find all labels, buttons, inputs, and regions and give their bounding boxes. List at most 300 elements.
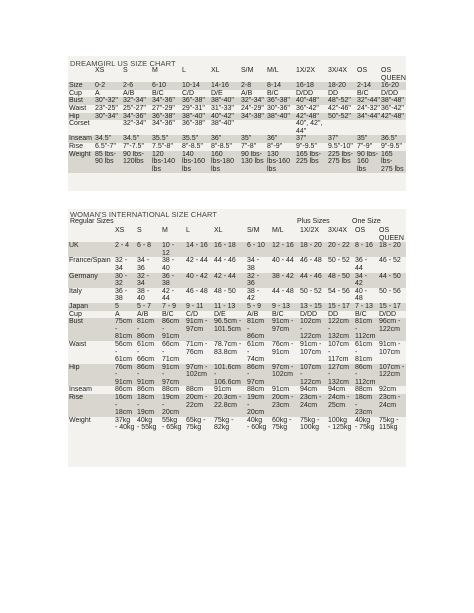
table-cell: 36"-38" bbox=[181, 97, 210, 105]
table-row-bust bbox=[68, 97, 406, 105]
table-cell: 46 - 48 bbox=[186, 287, 208, 295]
us-chart-title: DREAMGIRL US SIZE CHART bbox=[70, 59, 176, 68]
table-cell: 20 - 22 bbox=[327, 242, 354, 257]
column-header-os-queen: OS QUEEN bbox=[379, 227, 404, 242]
column-header-3x-4x: 3X/4X bbox=[328, 227, 348, 234]
table-cell: 2-14 bbox=[356, 82, 380, 90]
table-cell: 40"-42" bbox=[210, 113, 240, 121]
table-cell: B/C bbox=[272, 310, 284, 318]
table-cell: A/B bbox=[123, 89, 135, 97]
table-row-waist bbox=[68, 105, 406, 113]
table-row-cup bbox=[68, 311, 406, 319]
plus-sizes-label: Plus Sizes bbox=[297, 218, 330, 225]
table-cell: 60kg - 75kg bbox=[272, 416, 292, 432]
table-cell: 34"-36" bbox=[152, 120, 175, 128]
row-label: Corset bbox=[69, 120, 90, 128]
column-header-3x-4x: 3X/4X bbox=[328, 67, 348, 74]
table-cell: 24"-29" bbox=[241, 104, 264, 112]
table-cell: 86cm bbox=[115, 386, 133, 394]
table-row-inseam bbox=[68, 386, 406, 394]
table-cell: 34.5" bbox=[122, 135, 151, 143]
table-cell bbox=[327, 120, 356, 135]
table-cell: 42 - 44 bbox=[162, 287, 175, 303]
table-cell: 75kg - 100kg bbox=[300, 416, 320, 432]
row-label: Inseam bbox=[69, 386, 92, 394]
table-cell: 44 - 46 bbox=[299, 273, 327, 288]
table-cell: 10 - 12 bbox=[161, 242, 185, 257]
table-cell: 56cm - 61cm bbox=[115, 340, 133, 364]
table-cell: 40kg - 55kg bbox=[137, 416, 157, 432]
table-cell: 34"-44" bbox=[357, 112, 380, 120]
table-cell: 36 - 38 bbox=[161, 273, 185, 288]
table-cell: D/DD bbox=[381, 89, 399, 97]
column-header-m: M bbox=[162, 227, 168, 234]
table-cell: 48 - 50 bbox=[327, 273, 354, 288]
table-cell: 96cm - 122cm bbox=[378, 318, 406, 341]
table-cell: 8-14 bbox=[266, 82, 295, 90]
column-header-os: OS bbox=[357, 67, 368, 74]
table-cell: 20cm - 23cm bbox=[271, 394, 299, 417]
column-header-s-m: S/M bbox=[241, 67, 254, 74]
table-cell: 18-20 bbox=[327, 82, 356, 90]
table-cell: 91cm - 97cm bbox=[185, 318, 213, 341]
table-row-italy bbox=[68, 288, 406, 303]
table-cell: 88cm bbox=[186, 386, 204, 394]
table-cell: 91cm bbox=[214, 386, 232, 394]
table-cell: 86cm - 112cm bbox=[354, 364, 378, 387]
table-cell: 36"-42" bbox=[296, 104, 319, 112]
table-cell: 81cm - 86cm bbox=[246, 318, 271, 341]
table-cell: 35" bbox=[356, 135, 380, 143]
table-cell: 50 - 56 bbox=[379, 287, 401, 295]
table-cell: 38"-40" bbox=[210, 97, 240, 105]
table-cell: 16-18 bbox=[295, 82, 327, 90]
table-cell: 2-6 bbox=[122, 82, 151, 90]
table-cell: 101.6cm - 106.6cm bbox=[213, 364, 246, 387]
table-row-weight bbox=[68, 417, 406, 432]
table-cell: 78.7cm - 83.8cm bbox=[214, 340, 242, 356]
table-cell: 34"-36" bbox=[151, 97, 181, 105]
table-cell bbox=[380, 120, 406, 135]
table-cell: 9.5"-10" bbox=[328, 142, 353, 150]
table-cell: 40 - 48 bbox=[355, 287, 368, 303]
table-cell: 44 - 46 bbox=[214, 257, 236, 265]
table-row-cup bbox=[68, 90, 406, 98]
row-label: France/Spain bbox=[69, 257, 111, 265]
table-cell: 6.5"-7" bbox=[95, 142, 116, 150]
column-header-l: L bbox=[182, 67, 186, 74]
table-cell: 6 - 10 bbox=[246, 242, 271, 257]
table-cell: 71cm - 76cm bbox=[186, 340, 208, 356]
table-cell: 23cm - 24cm bbox=[378, 394, 406, 417]
table-cell: 10-14 bbox=[181, 82, 210, 90]
table-cell: 11 - 13 bbox=[213, 303, 246, 311]
table-cell: 75cm - 81cm bbox=[114, 318, 136, 341]
row-label: Rise bbox=[69, 142, 84, 150]
table-cell: 38 - 40 bbox=[137, 287, 150, 303]
table-cell: DD bbox=[328, 89, 339, 97]
table-cell: 7"-9" bbox=[357, 142, 373, 150]
table-cell: 61cm - 81cm bbox=[355, 340, 373, 364]
table-cell: 9 - 11 bbox=[185, 303, 213, 311]
table-cell: 48 - 50 bbox=[214, 287, 236, 295]
table-cell: 5 - 7 bbox=[136, 303, 161, 311]
table-cell: 165 lbs- 225 lbs bbox=[295, 151, 327, 174]
table-cell: 88cm bbox=[247, 386, 265, 394]
table-cell: 120 lbs-140 lbs bbox=[151, 151, 181, 174]
table-cell: C/D bbox=[186, 310, 199, 318]
table-cell bbox=[94, 120, 122, 135]
row-label: Bust bbox=[68, 97, 94, 105]
table-row-hip bbox=[68, 113, 406, 121]
table-cell: C/D bbox=[182, 89, 195, 97]
table-cell: A/B bbox=[247, 310, 259, 318]
table-row-france-spain bbox=[68, 257, 406, 272]
table-cell: 25"-27" bbox=[123, 104, 146, 112]
table-cell: 13 - 15 bbox=[299, 303, 327, 311]
table-cell: 18 - 20 bbox=[378, 242, 406, 257]
table-cell: 5 bbox=[114, 303, 136, 311]
table-cell: A bbox=[115, 310, 120, 318]
table-row-corset bbox=[68, 120, 406, 135]
row-label: Bust bbox=[68, 318, 114, 341]
table-cell: B/C bbox=[152, 89, 164, 97]
us-size-chart bbox=[68, 56, 406, 191]
table-cell: 8"-9" bbox=[267, 142, 283, 150]
table-cell: 107cm - 117cm bbox=[328, 340, 350, 364]
table-cell: 40 - 42 bbox=[185, 273, 213, 288]
table-cell: 15 - 17 bbox=[378, 303, 406, 311]
table-cell: 9 - 13 bbox=[271, 303, 299, 311]
table-cell: 50 - 52 bbox=[328, 257, 350, 265]
row-label: Cup bbox=[69, 89, 82, 97]
table-cell: 42 - 44 bbox=[186, 257, 208, 265]
row-label: Hip bbox=[68, 364, 114, 387]
us_chart-header-row bbox=[68, 67, 406, 82]
table-row-rise bbox=[68, 143, 406, 151]
table-cell: 29"-31" bbox=[182, 104, 205, 112]
table-cell: 40", 42", 44" bbox=[296, 120, 323, 135]
table-cell: 122cm - 132cm bbox=[327, 318, 354, 341]
table-row-inseam bbox=[68, 135, 406, 143]
table-cell: 97cm - 102cm bbox=[185, 364, 213, 387]
table-cell: D/E bbox=[211, 89, 223, 97]
column-header-os-queen: OS QUEEN bbox=[381, 67, 406, 82]
column-header-blank bbox=[68, 67, 94, 82]
intl-section-header bbox=[68, 218, 406, 227]
table-cell: 14 - 16 bbox=[185, 242, 213, 257]
table-cell: 102cm - 122cm bbox=[299, 318, 327, 341]
table-cell: B/C bbox=[162, 310, 174, 318]
table-cell: 91cm - 107cm bbox=[379, 340, 401, 356]
column-header-m: M bbox=[152, 67, 158, 74]
table-cell: 16 - 18 bbox=[213, 242, 246, 257]
table-cell: 140 lbs-160 lbs bbox=[181, 151, 210, 174]
table-cell: 40kg - 60kg bbox=[247, 416, 267, 432]
table-cell: 9"-9.5" bbox=[381, 142, 402, 150]
table-cell: 34"-38" bbox=[240, 113, 266, 121]
table-cell: 40 - 44 bbox=[272, 257, 294, 265]
table-cell: 34 - 36 bbox=[137, 257, 150, 272]
table-cell: 97cm - 102cm bbox=[271, 364, 299, 387]
table-cell: 31"-33" bbox=[211, 104, 234, 112]
table-cell: A/B bbox=[137, 310, 149, 318]
row-label: Inseam bbox=[68, 135, 94, 143]
table-cell: 61cm - 74cm bbox=[247, 340, 265, 364]
table-cell: 8 - 16 bbox=[354, 242, 378, 257]
table-cell: 160 lbs-180 lbs bbox=[210, 151, 240, 174]
table-cell: 165 lbs- 275 lbs bbox=[380, 151, 406, 174]
table-cell: 130 lbs-160 lbs bbox=[266, 151, 295, 174]
table-cell: 38"-40" bbox=[211, 120, 234, 128]
table-cell: 38 - 40 bbox=[162, 257, 175, 272]
table-cell: A/B bbox=[241, 89, 253, 97]
table-cell: 18cm - 23cm bbox=[354, 394, 378, 417]
table-cell: 40"-48" bbox=[295, 97, 327, 105]
table-row-japan bbox=[68, 303, 406, 311]
table-cell: 46 - 52 bbox=[379, 257, 401, 265]
column-header-xs: XS bbox=[95, 67, 105, 74]
table-cell: 65kg - 75kg bbox=[186, 416, 206, 432]
column-header-s: S bbox=[123, 67, 128, 74]
row-label: Cup bbox=[69, 310, 82, 318]
table-cell: 35" bbox=[240, 135, 266, 143]
column-header-os: OS bbox=[355, 227, 366, 234]
intl_chart-header-row bbox=[68, 227, 406, 242]
table-row-germany bbox=[68, 273, 406, 288]
table-cell: 7"-7.5" bbox=[123, 142, 144, 150]
one-size-label: One Size bbox=[352, 218, 381, 225]
table-cell: 19cm - 20cm bbox=[246, 394, 271, 417]
table-cell: 42"-46" bbox=[328, 104, 351, 112]
table-cell: 32"-34" bbox=[123, 120, 146, 128]
table-cell: 34.5" bbox=[94, 135, 122, 143]
table-row-weight bbox=[68, 151, 406, 174]
table-cell: 225 lbs- 275 lbs bbox=[327, 151, 356, 174]
column-header-xl: XL bbox=[211, 67, 220, 74]
table-cell: 37" bbox=[327, 135, 356, 143]
table-cell: 50"-52" bbox=[327, 113, 356, 121]
row-label: Waist bbox=[69, 104, 87, 112]
table-cell: A bbox=[95, 89, 100, 97]
table-cell: 107cm - 122cm bbox=[299, 364, 327, 387]
table-cell: 44 - 48 bbox=[272, 287, 294, 295]
table-cell: 38"-40" bbox=[181, 113, 210, 121]
table-cell: B/C bbox=[267, 89, 279, 97]
column-header-xs: XS bbox=[115, 227, 125, 234]
table-cell: 75kg - 115kg bbox=[379, 416, 399, 432]
row-label: Weight bbox=[69, 416, 91, 424]
table-cell: 44 - 50 bbox=[378, 273, 406, 288]
row-label: Italy bbox=[69, 287, 82, 295]
table-cell: 91cm bbox=[272, 386, 290, 394]
column-header-m-l: M/L bbox=[272, 227, 284, 234]
table-row-uk bbox=[68, 242, 406, 257]
table-cell: 34 - 38 bbox=[247, 257, 260, 272]
table-cell: D/DD bbox=[296, 89, 314, 97]
table-cell: 96.5cm - 101.5cm bbox=[213, 318, 246, 341]
table-cell: 90 lbs- 130 lbs bbox=[240, 151, 266, 174]
column-header-s-m: S/M bbox=[247, 227, 260, 234]
table-cell: 16cm - 18cm bbox=[114, 394, 136, 417]
table-cell: 94cm bbox=[300, 386, 318, 394]
column-header-1x-2x: 1X/2X bbox=[300, 227, 320, 234]
table-cell: DD bbox=[328, 310, 339, 318]
table-cell: 92cm bbox=[379, 386, 397, 394]
table-cell: 36 - 44 bbox=[355, 257, 368, 272]
table-cell: 36"-42" bbox=[381, 104, 404, 112]
table-cell: 86cm - 91cm bbox=[161, 318, 185, 341]
table-cell: 36" bbox=[210, 135, 240, 143]
regular-sizes-label: Regular Sizes bbox=[70, 218, 114, 225]
row-label: Weight bbox=[68, 151, 94, 174]
table-cell: 32 - 34 bbox=[136, 273, 161, 288]
row-label: Size bbox=[68, 82, 94, 90]
table-cell: 36"-38" bbox=[182, 120, 205, 128]
table-cell: 8"-8.5" bbox=[182, 142, 203, 150]
table-cell: 8"-8.5" bbox=[211, 142, 232, 150]
table-cell: D/DD bbox=[379, 310, 397, 318]
table-cell: 90 lbs- 160 lbs bbox=[357, 150, 379, 173]
table-cell: B/C bbox=[355, 310, 367, 318]
table-cell: 38 - 42 bbox=[271, 273, 299, 288]
table-cell: 36 - 38 bbox=[115, 287, 128, 303]
table-cell: 30"-34" bbox=[94, 113, 122, 121]
table-cell: 32"-44" bbox=[357, 97, 380, 105]
table-cell: 48"-52" bbox=[327, 97, 356, 105]
table-cell: 34"-36" bbox=[122, 113, 151, 121]
table-cell: 30 - 32 bbox=[114, 273, 136, 288]
table-cell bbox=[356, 120, 380, 135]
column-header-1x-2x: 1X/2X bbox=[296, 67, 316, 74]
table-cell: 86cm - 91cm bbox=[136, 364, 161, 387]
table-row-size bbox=[68, 82, 406, 90]
table-cell: 86cm - 97cm bbox=[246, 364, 271, 387]
table-cell: 42"-48" bbox=[295, 113, 327, 121]
table-cell: 66cm - 71cm bbox=[162, 340, 180, 364]
table-cell: 127cm - 132cm bbox=[327, 364, 354, 387]
table-cell: 37" bbox=[295, 135, 327, 143]
intl-size-table bbox=[68, 227, 406, 432]
table-cell: 90 lbs- 120lbs bbox=[122, 151, 151, 174]
international-size-chart bbox=[68, 209, 406, 467]
row-label: Rise bbox=[68, 394, 114, 417]
column-header-blank bbox=[68, 227, 114, 242]
table-cell: 38 - 42 bbox=[247, 287, 260, 303]
table-cell: 2-8 bbox=[240, 82, 266, 90]
column-header-m-l: M/L bbox=[267, 67, 279, 74]
table-cell: 91cm - 97cm bbox=[271, 318, 299, 341]
table-cell: 2 - 4 bbox=[114, 242, 136, 257]
table-cell: 42"-48" bbox=[380, 113, 406, 121]
table-cell: 9"-9.5" bbox=[296, 142, 317, 150]
table-cell: 36"-38" bbox=[266, 97, 295, 105]
table-cell: 23cm - 24cm bbox=[299, 394, 327, 417]
table-cell: 86cm bbox=[137, 386, 155, 394]
column-header-s: S bbox=[137, 227, 142, 234]
table-cell: 76cm - 91cm bbox=[272, 340, 294, 356]
table-cell: 32"-34" bbox=[240, 97, 266, 105]
table-cell: 32 - 36 bbox=[246, 273, 271, 288]
table-cell: 7"-8" bbox=[241, 142, 257, 150]
table-cell: 18 - 20 bbox=[299, 242, 327, 257]
table-cell: 54 - 56 bbox=[328, 287, 350, 295]
table-cell: 81cm - 112cm bbox=[354, 318, 378, 341]
table-row-waist bbox=[68, 341, 406, 364]
table-cell: 42 - 44 bbox=[213, 273, 246, 288]
table-cell: 35.5" bbox=[181, 135, 210, 143]
us-size-table bbox=[68, 67, 406, 173]
intl-chart-title: WOMAN'S INTERNATIONAL SIZE CHART bbox=[70, 210, 218, 219]
table-cell: 36" bbox=[266, 135, 295, 143]
table-cell: D/E bbox=[214, 310, 226, 318]
table-cell: 6 - 8 bbox=[136, 242, 161, 257]
table-cell: 85 lbs- 90 lbs bbox=[94, 151, 122, 174]
table-cell: 30"-36" bbox=[267, 104, 290, 112]
table-cell: 107cm - 122cm bbox=[378, 364, 406, 387]
table-cell bbox=[240, 120, 266, 135]
table-cell: 34 - 42 bbox=[354, 273, 378, 288]
table-cell: 94cm bbox=[328, 386, 346, 394]
table-cell: 100kg - 125kg bbox=[328, 416, 352, 432]
table-cell: 12 - 16 bbox=[271, 242, 299, 257]
row-label: UK bbox=[68, 242, 114, 257]
table-cell: 20.3cm - 22.8cm bbox=[213, 394, 246, 417]
table-cell: 61cm - 66cm bbox=[137, 340, 155, 364]
column-header-l: L bbox=[186, 227, 190, 234]
table-cell: 36"-38" bbox=[151, 113, 181, 121]
table-cell: 32 - 34 bbox=[115, 257, 128, 272]
table-cell: 88cm bbox=[355, 386, 373, 394]
table-cell: 7.5"-8" bbox=[152, 142, 173, 150]
table-cell: 38"-40" bbox=[266, 113, 295, 121]
table-cell: 18cm - 19cm bbox=[136, 394, 161, 417]
table-cell: 6-10 bbox=[151, 82, 181, 90]
table-cell: 76cm - 91cm bbox=[114, 364, 136, 387]
table-cell: B/C bbox=[357, 89, 369, 97]
table-cell: 19cm - 20cm bbox=[161, 394, 185, 417]
row-label: Waist bbox=[69, 340, 87, 348]
table-cell: 75kg - 82kg bbox=[214, 416, 234, 432]
table-cell: 15 - 17 bbox=[327, 303, 354, 311]
row-label: Japan bbox=[68, 303, 114, 311]
table-cell: 20cm - 22cm bbox=[185, 394, 213, 417]
table-cell: 55kg - 65kg bbox=[162, 416, 182, 432]
table-cell: 7 - 9 bbox=[161, 303, 185, 311]
table-cell: 30"-32" bbox=[94, 97, 122, 105]
table-cell: 88cm bbox=[162, 386, 180, 394]
table-cell: 0-2 bbox=[94, 82, 122, 90]
table-cell: D/DD bbox=[300, 310, 318, 318]
row-label: Hip bbox=[68, 113, 94, 121]
table-cell: 23"-25" bbox=[95, 104, 118, 112]
table-cell: 14-16 bbox=[210, 82, 240, 90]
table-cell: 91cm - 97cm bbox=[161, 364, 185, 387]
table-cell bbox=[266, 120, 295, 135]
row-label: Germany bbox=[68, 273, 114, 288]
table-cell: 32"-34" bbox=[122, 97, 151, 105]
table-cell: 38"-48" bbox=[380, 97, 406, 105]
table-cell: 16-20 bbox=[380, 82, 406, 90]
table-cell: 81cm - 86cm bbox=[136, 318, 161, 341]
column-header-xl: XL bbox=[214, 227, 223, 234]
table-cell: 35.5" bbox=[151, 135, 181, 143]
table-cell: 36.5" bbox=[380, 135, 406, 143]
table-cell: 24"-32" bbox=[357, 104, 380, 112]
table-cell: 91cm - 107cm bbox=[300, 340, 322, 356]
table-cell: 40kg - 75kg bbox=[355, 416, 375, 432]
table-cell: 50 - 52 bbox=[300, 287, 322, 295]
